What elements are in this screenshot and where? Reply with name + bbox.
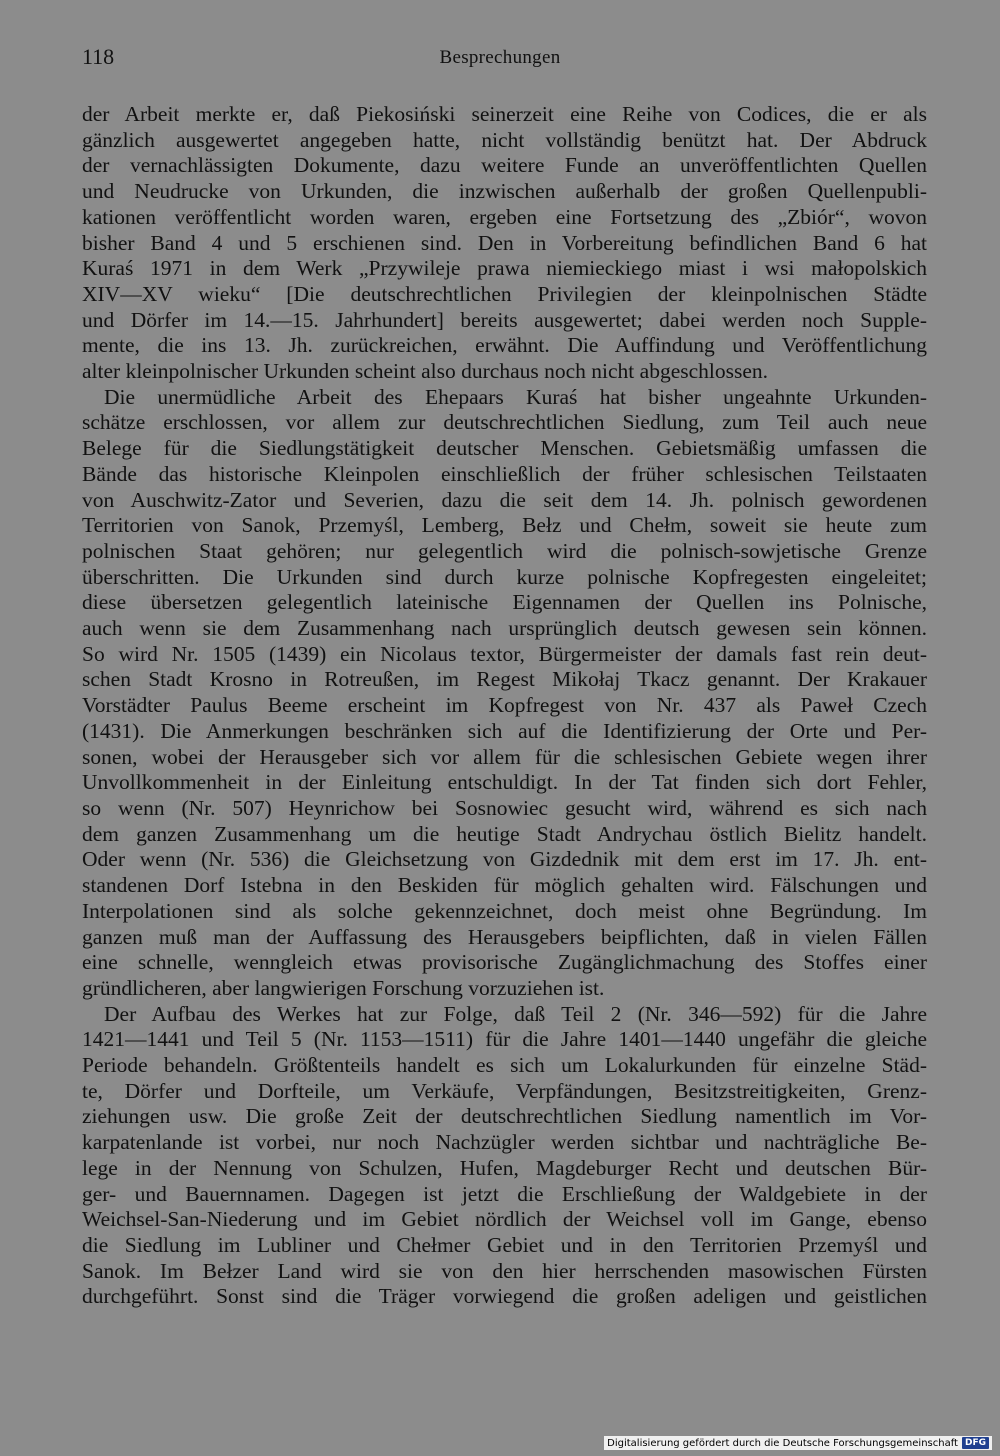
text-line: 1421—1441 und Teil 5 (Nr. 1153—1511) für die Jahre 1401—1440 ungefähr die gleiche [82, 1027, 927, 1052]
text-line: Unvollkommenheit in der Einleitung entschuldigt. In der Tat finden sich dort Fehler, [82, 770, 927, 795]
text-line: karpatenlande ist vorbei, nur noch Nachzügler werden sichtbar und nachträgliche Be- [82, 1130, 927, 1155]
text-line: ziehungen usw. Die große Zeit der deutschrechtlichen Siedlung namentlich im Vor- [82, 1104, 927, 1129]
text-line: Periode behandeln. Größtenteils handelt es sich um Lokalurkunden für einzelne Städ- [82, 1053, 927, 1078]
text-line: standenen Dorf Istebna in den Beskiden für möglich gehalten wird. Fälschungen und [82, 873, 927, 898]
text-line: schätze erschlossen, vor allem zur deutschrechtlichen Siedlung, zum Teil auch neue [82, 410, 927, 435]
text-line: Belege für die Siedlungstätigkeit deutscher Menschen. Gebietsmäßig umfassen die [82, 436, 927, 461]
text-line: kationen veröffentlicht worden waren, ergeben eine Fortsetzung des „Zbiór“, wovon [82, 204, 927, 229]
credit-text: Digitalisierung gefördert durch die Deutsche Forschungsgemeinschaft [607, 1437, 958, 1449]
text-line: alter kleinpolnischer Urkunden scheint also durchaus noch nicht abgeschlossen. [82, 359, 769, 384]
text-line: überschritten. Die Urkunden sind durch kurze polnische Kopfregesten eingeleitet; [82, 564, 927, 589]
text-line: Weichsel-San-Niederung und im Gebiet nördlich der Weichsel voll im Gange, ebenso [82, 1207, 927, 1232]
text-line: Territorien von Sanok, Przemyśl, Lemberg, Bełz und Chełm, soweit sie heute zum [82, 513, 927, 538]
text-line: durchgeführt. Sonst sind die Träger vorwiegend die großen adeligen und geistlichen [82, 1284, 927, 1309]
running-head: Besprechungen [439, 47, 561, 68]
body-text [82, 102, 927, 1310]
text-line: te, Dörfer und Dorfteile, um Verkäufe, Verpfändungen, Besitzstreitigkeiten, Grenz- [82, 1078, 927, 1103]
text-line: diese übersetzen gelegentlich lateinische Eigennamen der Quellen ins Polnische, [82, 590, 927, 615]
text-line: polnischen Staat gehören; nur gelegentlich wird die polnisch-sowjetische Grenze [82, 538, 927, 563]
text-line: Kuraś 1971 in dem Werk „Przywileje prawa niemieckiego miast i wsi małopolskich [82, 256, 927, 281]
text-line: schen Stadt Krosno in Rotreußen, im Regest Mikołaj Tkacz genannt. Der Krakauer [82, 667, 927, 692]
text-line: der Arbeit merkte er, daß Piekosiński seinerzeit eine Reihe von Codices, die er als [82, 102, 927, 126]
text-line: ganzen muß man der Auffassung des Herausgebers beipflichten, daß in vielen Fällen [82, 924, 927, 949]
text-line: mente, die ins 13. Jh. zurückreichen, erwähnt. Die Auffindung und Veröffentlichung [82, 333, 927, 358]
text-line: und Neudrucke von Urkunden, die inzwischen außerhalb der großen Quellenpubli- [82, 179, 927, 204]
text-line: dem ganzen Zusammenhang um die heutige Stadt Andrychau östlich Bielitz handelt. [82, 821, 927, 846]
text-line: so wenn (Nr. 507) Heynrichow bei Sosnowiec gesucht wird, während es sich nach [82, 795, 927, 820]
text-line: sonen, wobei der Herausgeber sich vor allem für die schlesischen Gebiete wegen ihrer [82, 744, 927, 769]
text-line: Die unermüdliche Arbeit des Ehepaars Kuraś hat bisher ungeahnte Urkunden- [104, 384, 927, 409]
text-line: und Dörfer im 14.—15. Jahrhundert] bereits ausgewertet; dabei werden noch Supple- [82, 307, 927, 332]
dfg-logo: DFG [962, 1437, 989, 1449]
text-line: auch wenn sie dem Zusammenhang nach ursprünglich deutsch gewesen sein können. [82, 616, 927, 641]
text-line: gründlicheren, aber langwierigen Forschung vorzuziehen ist. [82, 975, 605, 1000]
text-line: Sanok. Im Bełzer Land wird sie von den hier herrschenden masowischen Fürsten [82, 1258, 927, 1283]
text-line: lege in der Nennung von Schulzen, Hufen, Magdeburger Recht und deutschen Bür- [82, 1155, 927, 1180]
text-line: Interpolationen sind als solche gekennzeichnet, doch meist ohne Begründung. Im [82, 898, 927, 923]
text-line: von Auschwitz-Zator und Severien, dazu die seit dem 14. Jh. polnisch gewordenen [82, 487, 927, 512]
text-line: Vorstädter Paulus Beeme erscheint im Kopfregest von Nr. 437 als Paweł Czech [82, 693, 927, 718]
text-line: gänzlich ausgewertet angegeben hatte, nicht vollständig benützt hat. Der Abdruck [82, 127, 927, 152]
text-line: XIV—XV wieku“ [Die deutschrechtlichen Privilegien der kleinpolnischen Städte [82, 281, 927, 306]
text-line: Oder wenn (Nr. 536) die Gleichsetzung von Gizdednik mit dem erst im 17. Jh. ent- [82, 847, 927, 872]
text-line: ger- und Bauernnamen. Dagegen ist jetzt die Erschließung der Waldgebiete in der [82, 1181, 927, 1206]
page-number: 118 [82, 44, 115, 69]
text-line: eine schnelle, wenngleich etwas provisorische Zugänglichmachung des Stoffes einer [82, 950, 927, 975]
text-line: Der Aufbau des Werkes hat zur Folge, daß Teil 2 (Nr. 346—592) für die Jahre [104, 1001, 927, 1026]
text-line: Bände das historische Kleinpolen einschließlich der früher schlesischen Teilstaaten [82, 461, 927, 486]
text-line: der vernachlässigten Dokumente, dazu weitere Funde an unveröffentlichten Quellen [82, 153, 927, 178]
text-line: bisher Band 4 und 5 erschienen sind. Den in Vorbereitung befindlichen Band 6 hat [82, 230, 927, 255]
digitization-credit [604, 1436, 992, 1450]
text-line: (1431). Die Anmerkungen beschränken sich auf die Identifizierung der Orte und Per- [82, 718, 927, 743]
text-line: die Siedlung im Lubliner und Chełmer Gebiet und in den Territorien Przemyśl und [82, 1232, 927, 1257]
text-line: So wird Nr. 1505 (1439) ein Nicolaus textor, Bürgermeister der damals fast rein deut- [82, 641, 927, 666]
